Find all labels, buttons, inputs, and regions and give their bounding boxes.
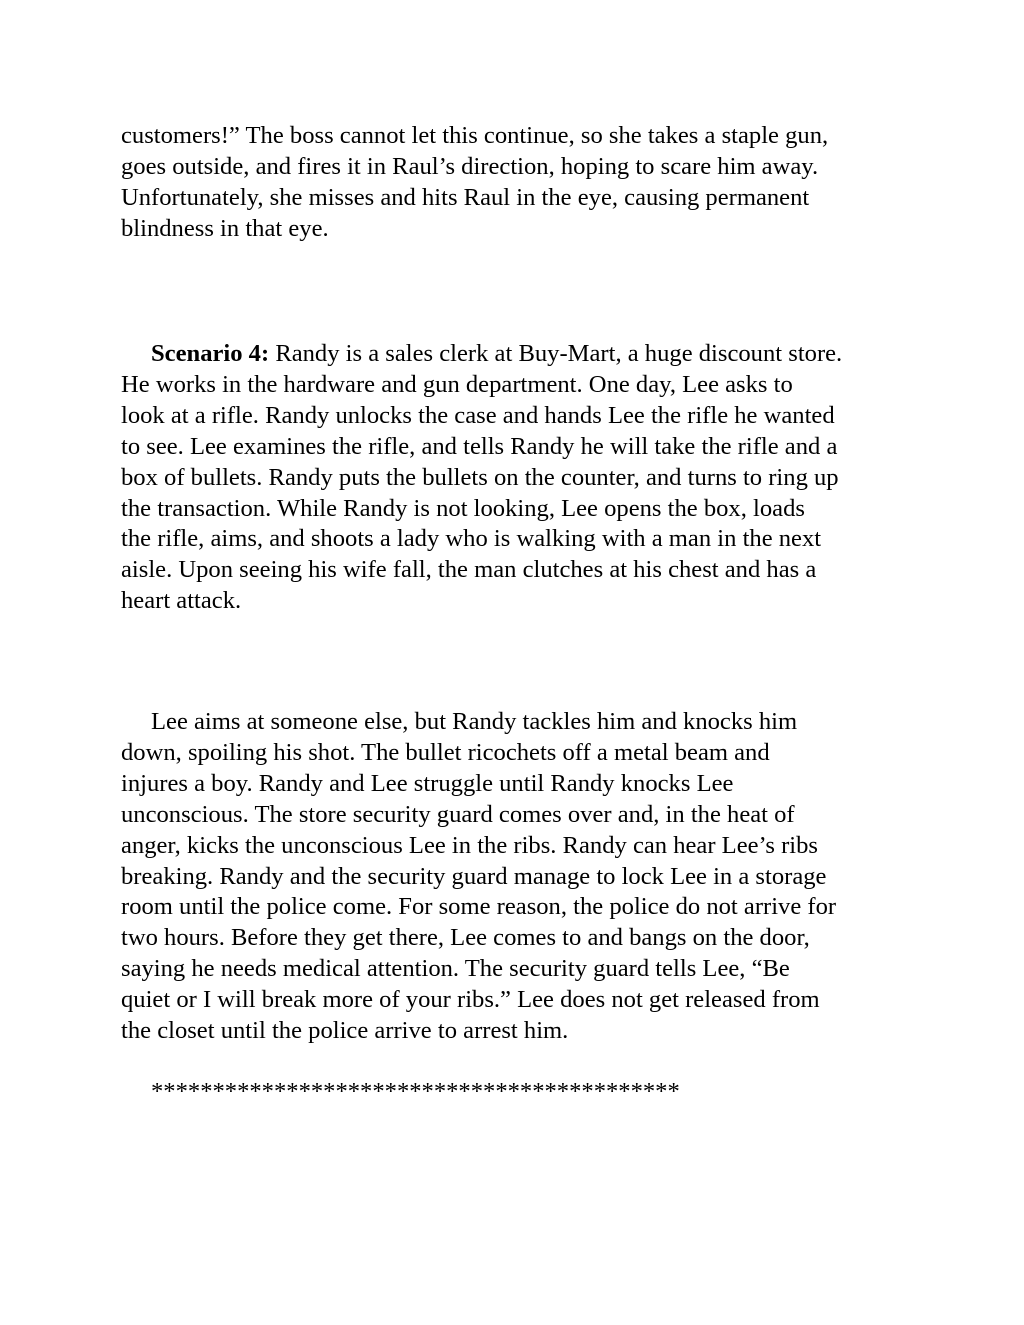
scenario-4-label: Scenario 4: <box>151 340 270 367</box>
scenario-4-text: Randy is a sales clerk at Buy-Mart, a huge discount store. He works in the hardware and gun department. One day, Lee asks to look at a rifle. Randy unlocks the case and hands Lee the rifle he wanted to see. Lee examines the rifle, and tells Randy he will take the rifle and a box of bullets. Randy puts the bullets on the counter, and turns to ring up the transaction. While Randy is not looking, Lee opens the box, loads the rifle, aims, and shoots a lady who is walking with a man in the next aisle. Upon seeing his wife fall, the man clutches at his chest and has a heart attack. <box>121 340 843 615</box>
paragraph-scenario-4 <box>121 339 921 617</box>
paragraph-lee-aims-text: Lee aims at someone else, but Randy tackles him and knocks him down, spoiling his shot. The bullet ricochets off a metal beam and injures a boy. Randy and Lee struggle until Randy knocks Lee unconscious. The store security guard comes over and, in the heat of anger, kicks the unconscious Lee in the ribs. Randy can hear Lee’s ribs breaking. Randy and the security guard manage to lock Lee in a storage room until the police come. For some reason, the police do not arrive for two hours. Before they get there, Lee comes to and bangs on the door, saying he needs medical attention. The security guard tells Lee, “Be quiet or I will break more of your ribs.” Lee does not get released from the closet until the police arrive to arrest him. <box>121 708 837 1045</box>
paragraph-raul-continued: customers!” The boss cannot let this continue, so she takes a staple gun, goes outside, and fires it in Raul’s direction, hoping to scare him away. Unfortunately, she misses and hits Raul in the eye, causing permanent blindness in that eye. <box>121 122 829 242</box>
paragraph-lee-aims <box>121 707 921 1047</box>
section-separator: ******************************************* <box>151 1078 680 1105</box>
